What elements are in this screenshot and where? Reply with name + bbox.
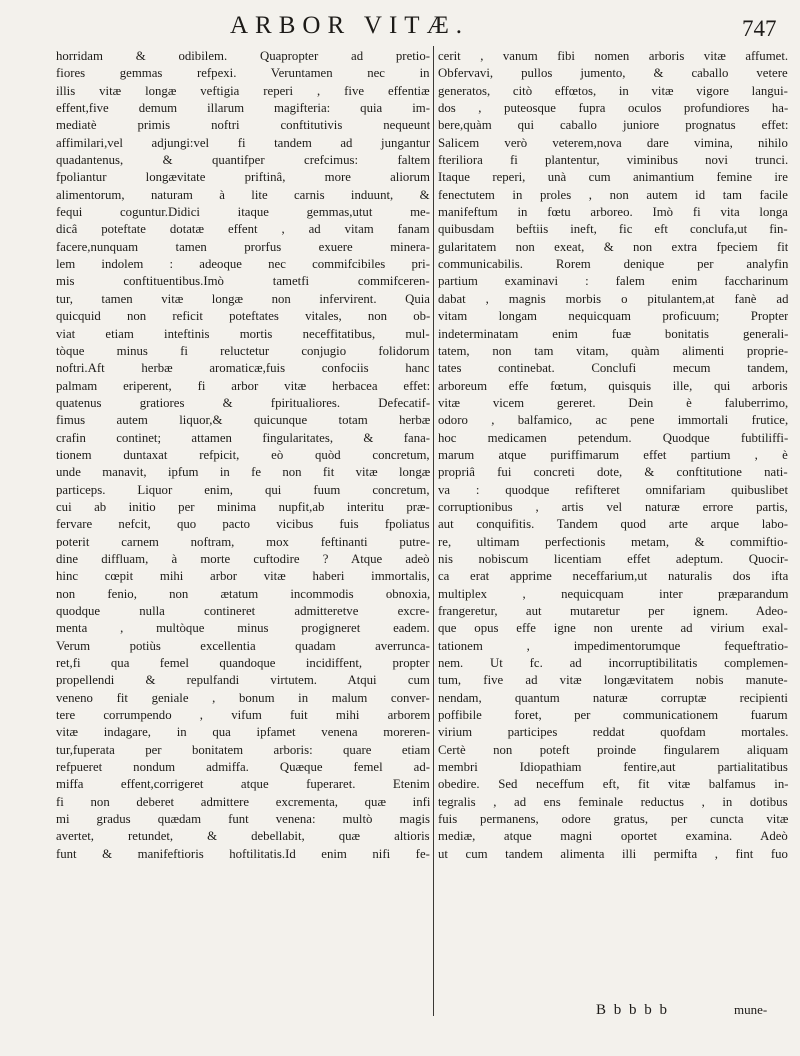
- text-line: que opus effe igne non urente ad virium exal-: [438, 621, 788, 636]
- text-line: ret,fi qua femel quandoque incidiffent, propter: [56, 656, 430, 671]
- text-line: quibusdam beftiis ineft, fic eft conclufa,ut fin-: [438, 222, 788, 237]
- text-line: membri Idiopathiam fentire,aut partialitatibus: [438, 760, 788, 775]
- text-line: palmam eriperent, fi arbor vitæ herbacea effet:: [56, 378, 430, 393]
- text-line: Obfervavi, pullos jumento, & caballo vetere: [438, 66, 788, 81]
- text-line: poterit carnem noftram, mox feftinanti putre-: [56, 534, 430, 549]
- text-line: cerit , vanum fibi nomen arboris vitæ affumet.: [438, 49, 788, 63]
- text-line: fteriliora fi plantentur, viminibus novi trunci.: [438, 153, 788, 168]
- text-line: Salicem verò veterem,nova dare vimina, nihilo: [438, 135, 788, 150]
- text-line: odoro , balfamico, ac pene immortali frutice,: [438, 413, 788, 428]
- text-line: fuis permanens, odore gratus, per cuncta vitæ: [438, 812, 788, 827]
- text-line: partium examinavi : falem enim faccharinum: [438, 274, 788, 289]
- text-line: propellendi & repulfandi virtutem. Atqui cum: [56, 673, 430, 688]
- text-line: fpoliantur longævitate priftinâ, more aliorum: [56, 170, 430, 185]
- text-line: unde manavit, ipfum in fe non fit vitæ longæ: [56, 465, 430, 480]
- text-line: hinc cœpit mihi arbor vitæ haberi immortalis,: [56, 569, 430, 584]
- catchword: mune-: [734, 1002, 768, 1017]
- text-line: manifeftum in fœtu arboreo. Imò fi vita longa: [438, 205, 788, 220]
- text-line: facere,nunquam tamen prorfus exuere minera-: [56, 239, 430, 254]
- text-line: nendam, quantum naturæ corruptæ recipienti: [438, 690, 788, 705]
- text-line: Certè non poteft proinde fingularem aliquam: [438, 742, 788, 757]
- text-line: mediatè primis noftri conftitutivis nequeunt: [56, 118, 430, 133]
- page-number: 747: [742, 16, 777, 41]
- text-line: obedire. Sed neceffum eft, fit vitæ balfamus in-: [438, 777, 788, 792]
- text-line: poffibile foret, per communicationem fuarum: [438, 708, 788, 723]
- text-line: re, ultimam perfectionis metam, & commiftio-: [438, 534, 788, 549]
- text-line: crafin continet; attamen fingularitates, & fana-: [56, 430, 430, 445]
- signature-mark: B b b b b: [596, 1002, 670, 1018]
- text-line: fequi coguntur.Didici itaque gemmas,utut me-: [56, 205, 430, 220]
- text-line: tur,fuperata per bonitatem arboris: quare etiam: [56, 742, 430, 757]
- text-line: noftri.Aft herbæ aromaticæ,fuis confociis hanc: [56, 361, 430, 376]
- text-line: communicabilis. Rorem denique per analyfin: [438, 257, 788, 272]
- text-line: veneno fit geniale , bonum in malum conver-: [56, 690, 430, 705]
- text-line: funt & manifeftioris hoftilitatis.Id enim nifi fe-: [56, 846, 430, 861]
- text-line: tòque minus fi reluctetur conjugio folidorum: [56, 343, 430, 358]
- text-line: ca erat apprime neceffarium,ut naturalis dos ifta: [438, 569, 788, 584]
- text-line: dabat , magnis morbis o pitulantem,at fanè ad: [438, 291, 788, 306]
- text-line: tationem , impedimentorumque fequeftratio-: [438, 638, 788, 653]
- running-head: ARBOR VITÆ.: [230, 12, 470, 39]
- text-line: affimilari,vel adjungi:vel fi tandem ad jungantur: [56, 135, 430, 150]
- text-line: virium participes reddat quofdam mortales.: [438, 725, 788, 740]
- text-line: vitam longam nequicquam proficuum; Propter: [438, 309, 788, 324]
- text-line: tum, five ad vitæ longævitatem nobis manute-: [438, 673, 788, 688]
- text-line: non fenio, non ætatum incommodis obnoxia,: [56, 586, 430, 601]
- text-line: nem. Ut fc. ad incorruptibilitatis complemen-: [438, 656, 788, 671]
- text-line: gularitatem non exeat, & non extra fpeciem fit: [438, 239, 788, 254]
- text-line: quatenus gratiores & fpiritualiores. Defecatif-: [56, 395, 430, 410]
- text-line: alimentorum, naturam à lite carnis induunt, &: [56, 187, 430, 202]
- text-line: quadantenus, & quantifper crefcimus: faltem: [56, 153, 430, 168]
- text-line: quodque nulla contineret admitteretve excre-: [56, 604, 430, 618]
- column-divider: [433, 46, 434, 1016]
- text-line: particeps. Liquor enim, qui fuum concretum,: [56, 482, 430, 497]
- text-line: illis vitæ longæ veftigia reperi , five effentiæ: [56, 83, 430, 98]
- text-line: viat etiam inteftinis mortis neceffitatibus, mul-: [56, 326, 430, 341]
- text-line: frangeretur, aut mutaretur per ignem. Adeo-: [438, 604, 788, 618]
- text-line: cui ab initio per minima nupfit,ab interitu præ-: [56, 499, 430, 514]
- text-line: arboreum effe fœtum, quisquis ille, qui arboris: [438, 378, 788, 393]
- text-line: tionem duntaxat refpicit, eò quòd concretum,: [56, 447, 430, 462]
- text-line: lem indolem : adeoque nec commifcibiles pri-: [56, 257, 430, 272]
- text-line: aut conquifitis. Tandem quod arte arque labo-: [438, 517, 788, 532]
- text-line: va : quodque refifteret omnifariam quibuslibet: [438, 482, 788, 497]
- text-line: fimus autem liquor,& quicunque totam herbæ: [56, 413, 430, 428]
- text-line: fiores gemmas refpexi. Veruntamen nec in: [56, 66, 430, 81]
- text-line: generatos, citò effœtos, in vitæ vigore langui-: [438, 83, 788, 98]
- text-line: fenectutem in proles , non autem id tam facile: [438, 187, 788, 202]
- text-line: ut cum tandem alimenta illi permifta , fint fuo: [438, 846, 788, 861]
- text-line: mis conftituentibus.Imò tametfi commifceren-: [56, 274, 430, 289]
- text-line: Itaque reperi, unà cum animantium femine ire: [438, 170, 788, 185]
- text-line: hoc medicamen petendum. Quodque fubtiliffi-: [438, 430, 788, 445]
- text-line: dos , puteosque fupra oculos profundiores ha-: [438, 101, 788, 116]
- text-line: indeterminatam enim fuæ bonitatis generali-: [438, 326, 788, 341]
- text-line: fervare nefcit, quo pacto vicibus fuis fpoliatus: [56, 517, 430, 532]
- text-line: miffa effent,corrigeret atque fuperaret. Etenim: [56, 777, 430, 792]
- text-line: tates continebat. Conclufi mecum tandem,: [438, 361, 788, 376]
- text-line: tatem, non tam vitam, quàm alimenti proprie-: [438, 343, 788, 358]
- text-line: fi non deberet admittere excrementa, quæ infi: [56, 794, 430, 809]
- text-line: tere corrumpendo , vifum fuit mihi arborem: [56, 708, 430, 723]
- text-line: marum atque puriffimarum effet partium , è: [438, 447, 788, 462]
- text-line: effent,five demum illarum magifteria: quia im-: [56, 101, 430, 116]
- right-text-column: [438, 48, 788, 863]
- text-line: avertet, retundet, & debellabit, quæ altioris: [56, 829, 430, 844]
- text-line: Verum potiùs excellentia quadam averrunca-: [56, 638, 430, 653]
- left-text-column: [56, 48, 430, 863]
- text-line: tegralis , ad ens feminale reductus , in dotibus: [438, 794, 788, 809]
- text-line: vitæ vicem gereret. Dein è faluberrimo,: [438, 395, 788, 410]
- text-line: propriâ fui concreti dote, & conftitutione nati-: [438, 465, 788, 480]
- text-line: nis nobiscum licentiam effet adeptum. Quocir-: [438, 551, 788, 566]
- text-line: menta , multòque minus progigneret eadem.: [56, 621, 430, 636]
- text-line: mediæ, atque magni oportet examina. Adeò: [438, 829, 788, 844]
- text-line: mi gradus quædam funt venena: multò magis: [56, 812, 430, 827]
- text-line: quicquid non reficit poteftates vitales, non ob-: [56, 309, 430, 324]
- text-line: refpueret nondum admiffa. Quæque femel ad-: [56, 760, 430, 775]
- text-line: horridam & odibilem. Quapropter ad pretio-: [56, 49, 430, 63]
- text-line: multiplex , nequicquam inter præparandum: [438, 586, 788, 601]
- text-line: vitæ indagare, in qua ipfamet venena moreren-: [56, 725, 430, 740]
- text-line: dine diffluam, à morte cuftodire ? Atque adeò: [56, 551, 430, 566]
- text-line: corruptionibus , artis vel naturæ errore partis,: [438, 499, 788, 514]
- text-line: bere,quàm qui caballo juniore prognatus effet:: [438, 118, 788, 133]
- text-line: dicâ poteftate dotatæ effent , ad vitam fanam: [56, 222, 430, 237]
- text-line: tur, tamen vitæ longæ non infervirent. Quia: [56, 291, 430, 306]
